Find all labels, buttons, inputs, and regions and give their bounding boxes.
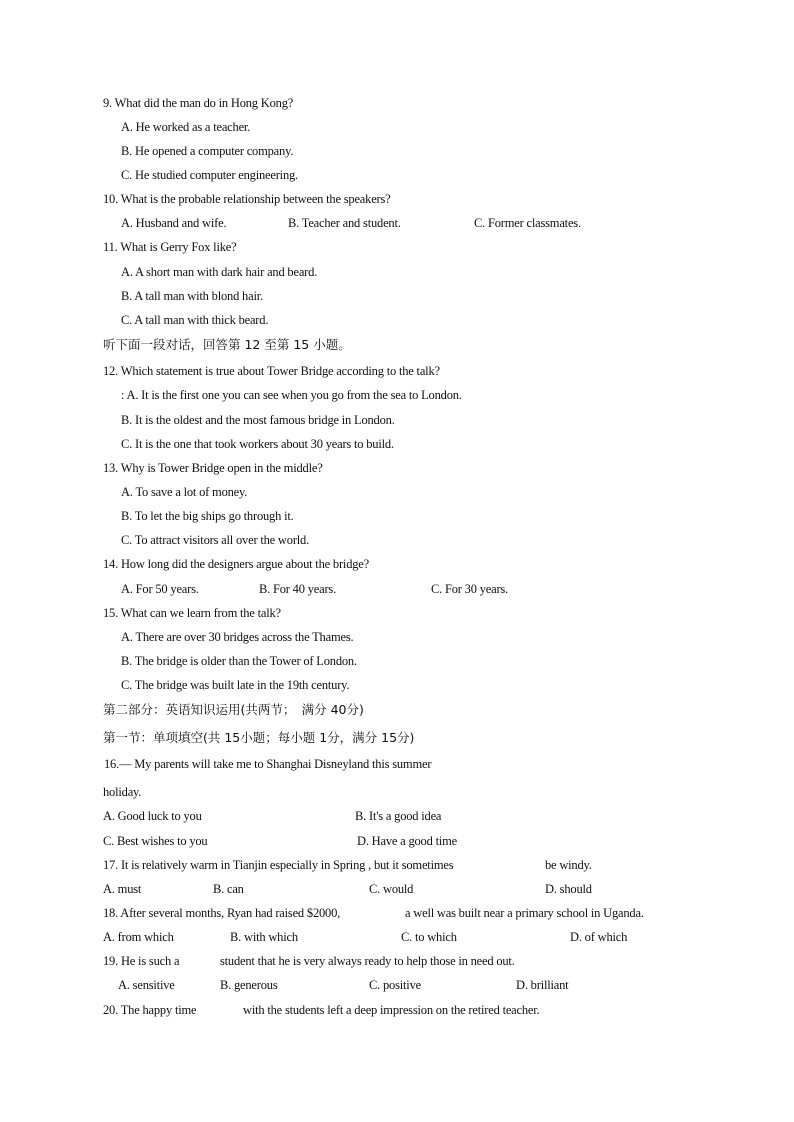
q19-option-b: B. generous — [220, 978, 278, 992]
q11-option-a: A. A short man with dark hair and beard. — [121, 265, 318, 279]
q14-option-a: A. For 50 years. — [121, 582, 199, 596]
q14-option-c: C. For 30 years. — [431, 582, 509, 596]
q16-stem: 16.— My parents will take me to Shanghai Disneyland this summer — [104, 757, 432, 771]
q12-option-a: : A. It is the first one you can see when you go from the sea to London. — [121, 388, 462, 402]
q15-option-b: B. The bridge is older than the Tower of London. — [121, 654, 357, 668]
q10-option-a: A. Husband and wife. — [121, 216, 227, 230]
q17-stem: 17. It is relatively warm in Tianjin especially in Spring , but it sometimes — [103, 858, 454, 872]
q13-option-b: B. To let the big ships go through it. — [121, 509, 294, 523]
q18-option-c: C. to which — [401, 930, 457, 944]
q16-option-d: D. Have a good time — [357, 834, 457, 848]
q16-stem-continued: holiday. — [103, 785, 142, 799]
q20-stem: 20. The happy time — [103, 1003, 197, 1017]
q15-stem: 15. What can we learn from the talk? — [103, 606, 281, 620]
q11-option-c: C. A tall man with thick beard. — [121, 313, 269, 327]
q10-stem: 10. What is the probable relationship between the speakers? — [103, 192, 391, 206]
q18-option-a: A. from which — [103, 930, 174, 944]
q11-option-b: B. A tall man with blond hair. — [121, 289, 263, 303]
q17-option-c: C. would — [369, 882, 414, 896]
part2-heading: 第二部分：英语知识运用(共两节； 满分 40分) — [103, 702, 364, 717]
q17-option-a: A. must — [103, 882, 142, 896]
q9-stem: 9. What did the man do in Hong Kong? — [103, 96, 294, 110]
q19-stem-end: student that he is very always ready to help those in need out. — [220, 954, 515, 968]
q19-option-d: D. brilliant — [516, 978, 569, 992]
q20-stem-end: with the students left a deep impression on the retired teacher. — [243, 1003, 540, 1017]
q11-stem: 11. What is Gerry Fox like? — [103, 240, 237, 254]
q17-option-d: D. should — [545, 882, 592, 896]
q12-option-b: B. It is the oldest and the most famous bridge in London. — [121, 413, 395, 427]
q15-option-c: C. The bridge was built late in the 19th century. — [121, 678, 350, 692]
q12-option-c: C. It is the one that took workers about 30 years to build. — [121, 437, 394, 451]
q14-option-b: B. For 40 years. — [259, 582, 337, 596]
q18-stem: 18. After several months, Ryan had raised $2000, — [103, 906, 341, 920]
q13-stem: 13. Why is Tower Bridge open in the middle? — [103, 461, 323, 475]
q14-stem: 14. How long did the designers argue about the bridge? — [103, 557, 369, 571]
q9-option-c: C. He studied computer engineering. — [121, 168, 298, 182]
q13-option-c: C. To attract visitors all over the world. — [121, 533, 310, 547]
q10-option-c: C. Former classmates. — [474, 216, 581, 230]
q19-stem: 19. He is such a — [103, 954, 180, 968]
section1-heading: 第一节：单项填空(共 15小题；每小题 1分，满分 15分) — [103, 730, 415, 745]
q15-option-a: A. There are over 30 bridges across the Thames. — [121, 630, 354, 644]
q19-option-a: A. sensitive — [118, 978, 175, 992]
q17-stem-end: be windy. — [545, 858, 592, 872]
q9-option-b: B. He opened a computer company. — [121, 144, 294, 158]
q16-option-c: C. Best wishes to you — [103, 834, 208, 848]
q18-stem-end: a well was built near a primary school in Uganda. — [405, 906, 644, 920]
q19-option-c: C. positive — [369, 978, 421, 992]
q18-option-b: B. with which — [230, 930, 298, 944]
q9-option-a: A. He worked as a teacher. — [121, 120, 251, 134]
q10-option-b: B. Teacher and student. — [288, 216, 401, 230]
q13-option-a: A. To save a lot of money. — [121, 485, 248, 499]
q18-option-d: D. of which — [570, 930, 628, 944]
section-instruction-12-15: 听下面一段对话，回答第 12 至第 15 小题。 — [103, 337, 351, 352]
q16-option-a: A. Good luck to you — [103, 809, 202, 823]
q17-option-b: B. can — [213, 882, 244, 896]
q12-stem: 12. Which statement is true about Tower Bridge according to the talk? — [103, 364, 440, 378]
q16-option-b: B. It's a good idea — [355, 809, 442, 823]
